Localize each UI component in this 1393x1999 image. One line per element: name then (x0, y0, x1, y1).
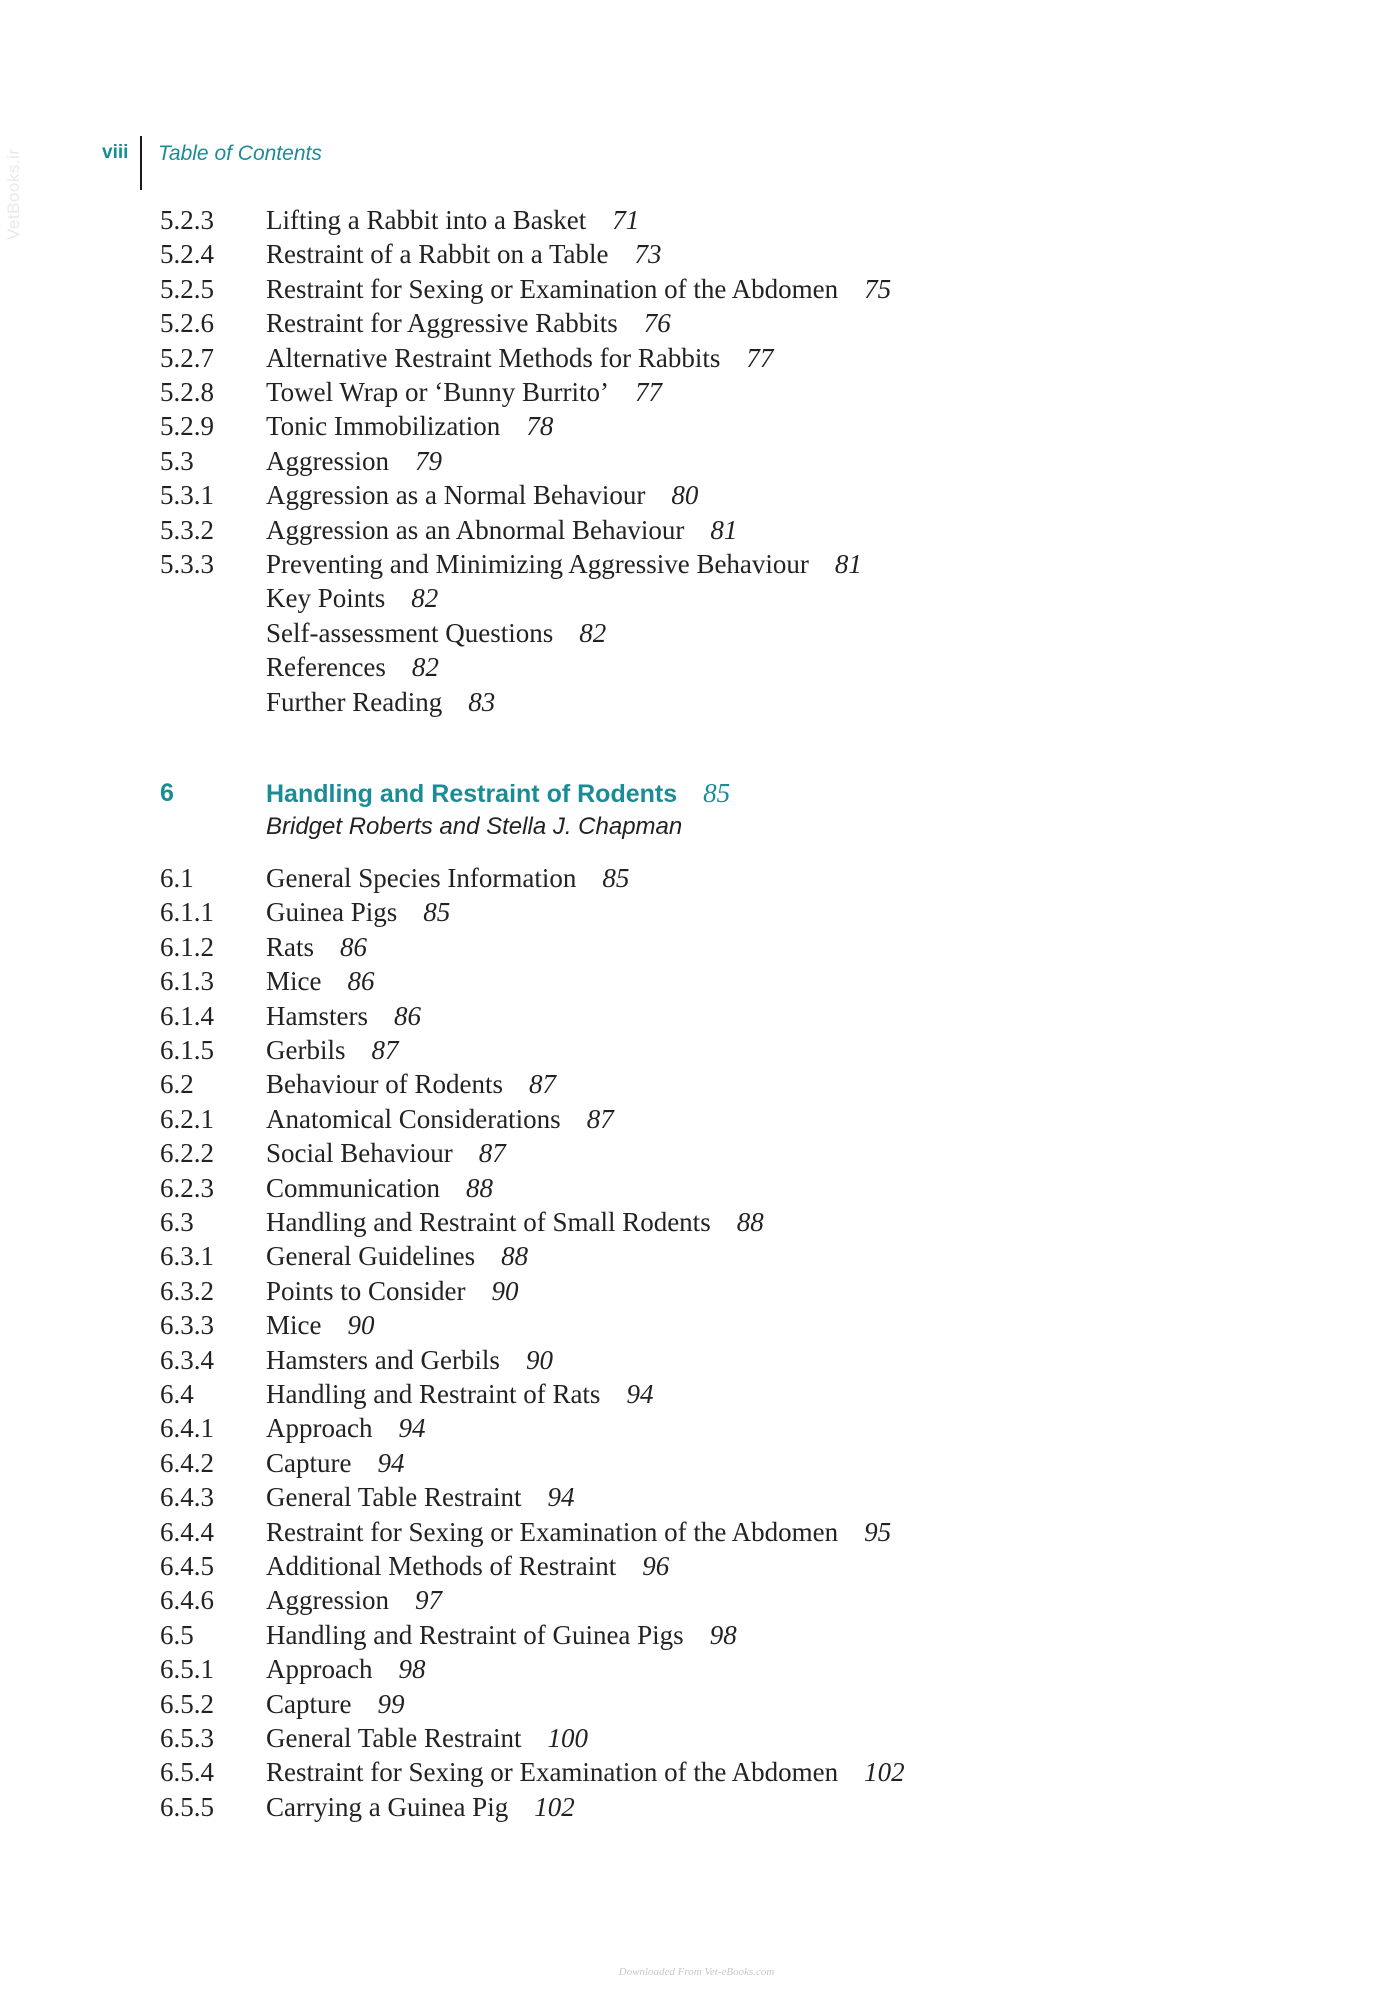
page-reference: 90 (347, 1310, 375, 1341)
entry-title-group (266, 1687, 404, 1721)
section-title: General Table Restraint (266, 1723, 522, 1753)
section-number: 6.2 (160, 1069, 194, 1100)
section-title: Mice (266, 966, 322, 997)
section-number: 6.5.2 (160, 1688, 214, 1719)
section-number: 6.4.2 (160, 1447, 214, 1478)
page-reference: 82 (411, 583, 439, 614)
section-number: 6.5.3 (160, 1723, 214, 1753)
section-title: Capture (266, 1447, 352, 1478)
page-reference: 81 (710, 514, 738, 545)
section-title: Approach (266, 1413, 373, 1444)
entry-title-group (266, 1067, 556, 1101)
section-number: 6.5.1 (160, 1654, 214, 1685)
entry-title-group (266, 1205, 764, 1239)
entry-title-group (266, 895, 450, 929)
chapter-number: 6 (160, 779, 174, 807)
page-reference: 73 (634, 239, 662, 270)
page-reference: 90 (491, 1275, 519, 1306)
page-reference: 76 (643, 308, 671, 339)
page-reference: 94 (377, 1447, 405, 1478)
section-title: Points to Consider (266, 1275, 466, 1306)
section-number: 6.3.4 (160, 1344, 214, 1375)
entry-title-group (266, 1136, 506, 1170)
entry-title-group (266, 341, 773, 375)
section-title: General Species Information (266, 863, 577, 893)
page-reference: 88 (465, 1172, 493, 1203)
entry-title-group (266, 685, 495, 719)
entry-title-group (266, 1721, 588, 1755)
section-number: 6.2.2 (160, 1138, 214, 1169)
header-divider (140, 136, 142, 190)
entry-title-group (266, 375, 662, 409)
entry-title-group (266, 513, 737, 547)
entry-title-group (266, 1308, 374, 1342)
section-number: 6.4.4 (160, 1516, 214, 1547)
page-reference: 99 (377, 1688, 405, 1719)
entry-title-group (266, 547, 862, 581)
entry-title-group (266, 1480, 575, 1514)
section-number: 5.2.7 (160, 342, 214, 373)
entry-title-group (266, 1446, 404, 1480)
entry-title-group (266, 1239, 528, 1273)
section-number: 6.1.2 (160, 931, 214, 962)
page-reference: 87 (586, 1103, 614, 1134)
section-title: Approach (266, 1654, 373, 1685)
section-number: 5.2.3 (160, 205, 214, 235)
section-title: Hamsters (266, 1000, 368, 1031)
page-reference: 80 (671, 480, 699, 511)
section-title: References (266, 652, 386, 683)
entry-title-group (266, 999, 421, 1033)
section-number: 6.4 (160, 1379, 194, 1409)
section-title: General Guidelines (266, 1241, 476, 1272)
section-title: Carrying a Guinea Pig (266, 1791, 509, 1822)
section-title: Behaviour of Rodents (266, 1069, 503, 1100)
page-reference: 83 (468, 686, 496, 717)
section-title: Self-assessment Questions (266, 617, 554, 648)
entry-title-group (266, 1377, 653, 1411)
page-reference: 96 (642, 1551, 670, 1581)
entry-title-group (266, 581, 438, 615)
page-reference: 87 (371, 1035, 399, 1065)
page-reference: 98 (398, 1654, 426, 1685)
section-number: 6.5.5 (160, 1791, 214, 1822)
section-title: Social Behaviour (266, 1138, 453, 1169)
page-reference: 100 (547, 1723, 589, 1753)
entry-title-group (266, 478, 698, 512)
section-number: 5.2.4 (160, 239, 214, 270)
chapter-title: Handling and Restraint of Rodents (266, 780, 678, 808)
entry-title-group (266, 930, 367, 964)
page-reference: 78 (526, 411, 554, 442)
section-number: 6.5.4 (160, 1757, 214, 1788)
section-number: 5.2.8 (160, 377, 214, 407)
entry-title-group (266, 409, 553, 443)
page-reference: 94 (547, 1482, 575, 1513)
section-title: Gerbils (266, 1035, 346, 1065)
page-reference: 102 (864, 1757, 905, 1788)
page-reference: 85 (703, 778, 731, 808)
entry-title-group (266, 306, 671, 340)
page-reference: 77 (634, 377, 662, 407)
entry-title-group (266, 650, 439, 684)
section-number: 6.5 (160, 1619, 194, 1650)
section-title: Rats (266, 931, 315, 962)
page-reference: 82 (411, 652, 439, 683)
entry-title-group (266, 272, 891, 306)
section-number: 6.1.4 (160, 1000, 214, 1031)
entry-title-group (266, 1618, 737, 1652)
page-reference: 85 (423, 897, 451, 928)
entry-title-group (266, 1549, 669, 1583)
page-reference: 85 (602, 863, 630, 893)
entry-title-group (266, 237, 662, 271)
entry-title-group (266, 1102, 614, 1136)
section-title: Restraint for Sexing or Examination of the Abdomen (266, 1516, 839, 1547)
section-title: Tonic Immobilization (266, 411, 501, 442)
section-number: 6.3 (160, 1207, 194, 1237)
section-title: Mice (266, 1310, 322, 1341)
section-number: 5.3 (160, 445, 194, 476)
section-title: Communication (266, 1172, 440, 1203)
section-title: Additional Methods of Restraint (266, 1551, 617, 1581)
entry-title-group (266, 1583, 442, 1617)
page-reference: 87 (478, 1138, 506, 1169)
section-title: Restraint of a Rabbit on a Table (266, 239, 609, 270)
page-reference: 102 (534, 1791, 575, 1822)
section-number: 6.1.5 (160, 1035, 214, 1065)
page-reference: 95 (864, 1516, 892, 1547)
section-number: 5.3.1 (160, 480, 214, 511)
section-title: Lifting a Rabbit into a Basket (266, 205, 587, 235)
section-number: 5.2.5 (160, 273, 214, 304)
section-title: Aggression as an Abnormal Behaviour (266, 514, 685, 545)
page-reference: 90 (525, 1344, 553, 1375)
section-title: Anatomical Considerations (266, 1103, 561, 1134)
page-reference: 98 (709, 1619, 737, 1650)
page-reference: 94 (398, 1413, 426, 1444)
section-number: 5.3.3 (160, 549, 214, 579)
section-number: 6.4.5 (160, 1551, 214, 1581)
section-number: 5.2.6 (160, 308, 214, 339)
section-title: Guinea Pigs (266, 897, 398, 928)
page-reference: 75 (864, 273, 892, 304)
section-number: 6.2.1 (160, 1103, 214, 1134)
section-title: Restraint for Sexing or Examination of the Abdomen (266, 273, 839, 304)
page-reference: 71 (612, 205, 640, 235)
footer-watermark: Downloaded From Vet-eBooks.com (618, 1966, 775, 1978)
entry-title-group (266, 444, 442, 478)
entry-title-group (266, 861, 629, 895)
page-reference: 86 (347, 966, 375, 997)
entry-title-group (266, 964, 374, 998)
section-number: 6.4.1 (160, 1413, 214, 1444)
section-number: 6.1 (160, 863, 194, 893)
page-reference: 86 (393, 1000, 421, 1031)
section-title: Aggression (266, 1585, 389, 1616)
entry-title-group (266, 1790, 575, 1824)
section-number: 5.2.9 (160, 411, 214, 442)
section-title: Capture (266, 1688, 352, 1719)
section-number: 6.4.6 (160, 1585, 214, 1616)
section-title: Handling and Restraint of Rats (266, 1379, 601, 1409)
entry-title-group (266, 1033, 398, 1067)
section-title: Key Points (266, 583, 386, 614)
entry-title-group (266, 1652, 425, 1686)
page-reference: 81 (834, 549, 862, 579)
section-title: Aggression as a Normal Behaviour (266, 480, 646, 511)
page-reference: 87 (528, 1069, 556, 1100)
entry-title-group (266, 776, 730, 811)
running-title: Table of Contents (158, 142, 322, 165)
page-reference: 79 (415, 445, 442, 476)
section-title: Handling and Restraint of Small Rodents (266, 1207, 711, 1237)
section-number: 6.1.1 (160, 897, 214, 928)
page-reference: 88 (501, 1241, 529, 1272)
section-title: Towel Wrap or ‘Bunny Burrito’ (266, 377, 609, 407)
section-number: 6.3.1 (160, 1241, 214, 1272)
section-title: Restraint for Aggressive Rabbits (266, 308, 618, 339)
section-title: Restraint for Sexing or Examination of the Abdomen (266, 1757, 839, 1788)
section-title: Alternative Restraint Methods for Rabbits (266, 342, 721, 373)
section-title: Handling and Restraint of Guinea Pigs (266, 1619, 684, 1650)
entry-title-group (266, 203, 639, 237)
section-title: Preventing and Minimizing Aggressive Behaviour (266, 549, 809, 579)
section-number: 6.3.3 (160, 1310, 214, 1341)
section-title: Further Reading (266, 686, 443, 717)
entry-title-group (266, 1171, 493, 1205)
page-reference: 86 (340, 931, 368, 962)
entry-title-group (266, 1755, 905, 1789)
section-title: Hamsters and Gerbils (266, 1344, 500, 1375)
page-number: viii (102, 142, 129, 163)
page-reference: 82 (579, 617, 607, 648)
section-number: 6.3.2 (160, 1275, 214, 1306)
side-watermark: VetBooks.ir (4, 148, 23, 240)
entry-title-group (266, 1515, 891, 1549)
page-reference: 97 (415, 1585, 442, 1616)
section-title: Aggression (266, 445, 389, 476)
section-number: 6.4.3 (160, 1482, 214, 1513)
section-number: 6.2.3 (160, 1172, 214, 1203)
entry-title-group (266, 616, 606, 650)
page-reference: 88 (736, 1207, 764, 1237)
section-number: 6.1.3 (160, 966, 214, 997)
section-number: 5.3.2 (160, 514, 214, 545)
chapter-authors: Bridget Roberts and Stella J. Chapman (266, 813, 683, 840)
entry-title-group (266, 1274, 519, 1308)
section-title: General Table Restraint (266, 1482, 522, 1513)
page-reference: 77 (746, 342, 774, 373)
entry-title-group (266, 1343, 553, 1377)
page-reference: 94 (626, 1379, 654, 1409)
entry-title-group (266, 1411, 425, 1445)
